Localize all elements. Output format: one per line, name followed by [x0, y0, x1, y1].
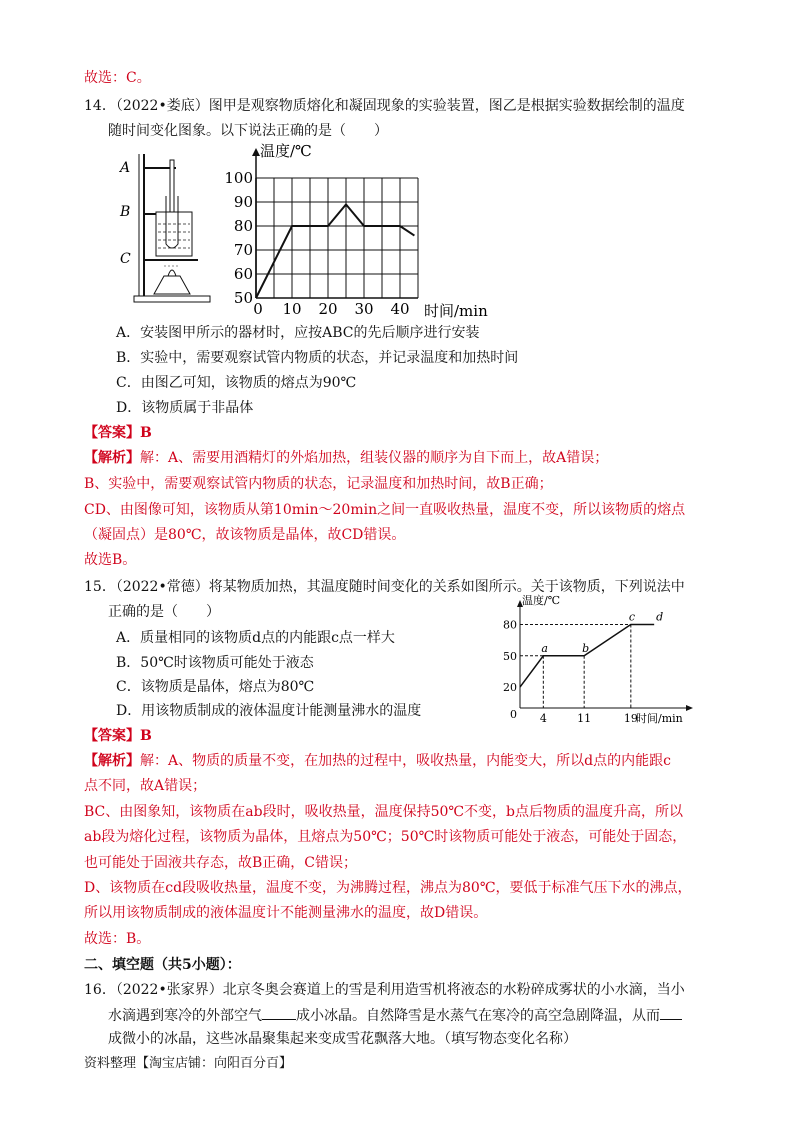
chart2-xlabel: 时间/min	[636, 712, 683, 725]
label-A: A	[120, 160, 131, 176]
chart2-point-label: b	[582, 641, 590, 655]
q14-analysis-line3: CD、由图像可知，该物质从第10min～20min之间一直吸收热量，温度不变，所以该物质的熔点	[84, 502, 686, 518]
chart2-y-tick: 80	[503, 618, 517, 632]
label-C: C	[120, 251, 131, 267]
q15-option-b: B．50℃时该物质可能处于液态	[116, 655, 314, 671]
chart2-x-arrow	[686, 705, 693, 711]
q14-analysis-line1	[84, 448, 608, 468]
q16-blank-2[interactable]	[660, 1005, 682, 1020]
q14-option-a: A．安装图甲所示的器材时，应按ABC的先后顺序进行安装	[116, 325, 480, 341]
chart1-y-tick: 70	[233, 241, 253, 259]
chart1-y-arrow	[252, 148, 260, 156]
chart1-x-tick: 40	[390, 300, 410, 318]
chart2-ylabel: 温度/℃	[522, 594, 561, 607]
q15-option-a: A．质量相同的该物质d点的内能跟c点一样大	[116, 630, 395, 646]
chart1-ylabel: 温度/℃	[260, 142, 312, 160]
q16-line2-part2: 成小冰晶。自然降雪是水蒸气在寒冷的高空急剧降温，从而	[296, 1008, 660, 1024]
q15-analysis-line2: 点不同，故A错误；	[84, 778, 207, 794]
q15-option-d: D．用该物质制成的液体温度计能测量沸水的温度	[116, 703, 422, 719]
section-heading: 二、填空题（共5小题）：	[84, 957, 241, 973]
chart2-x-tick: 4	[539, 712, 547, 725]
chart2-x-tick: 19	[623, 712, 638, 725]
q15-analysis-line3: BC、由图象知，该物质在ab段时，吸收热量，温度保持50℃不变，b点后物质的温度升高，所以	[84, 804, 684, 820]
q15-stem-line1: 15．（2022•常德）将某物质加热，其温度随时间变化的关系如图所示。关于该物质，下列说法中	[84, 579, 685, 595]
chart1-y-tick: 50	[233, 289, 253, 307]
q14-temperature-chart	[224, 140, 498, 322]
chart2-y-tick: 50	[503, 649, 517, 663]
chart1-series-line	[256, 204, 414, 298]
q14-analysis-line4: （凝固点）是80℃，故该物质是晶体，故CD错误。	[84, 527, 406, 543]
chart2-x-tick: 11	[577, 712, 592, 725]
label-B: B	[120, 204, 131, 220]
chart1-y-tick: 90	[233, 193, 253, 211]
chart1-x-tick: 0	[253, 300, 263, 318]
chart2-point-label: c	[628, 610, 636, 624]
chart1-x-tick: 20	[318, 300, 338, 318]
q15-analysis-line6: D、该物质在cd段吸收热量，温度不变，为沸腾过程，沸点为80℃，要低于标准气压下水的沸点，	[84, 880, 692, 896]
q16-line2	[108, 1005, 682, 1026]
chart2-y-tick: 20	[503, 681, 517, 695]
q13-conclusion: 故选：C。	[84, 70, 151, 86]
apparatus-figure	[112, 148, 216, 314]
q14-analysis-line2: B、实验中，需要观察试管内物质的状态，记录温度和加热时间，故B正确；	[84, 476, 553, 492]
q15-option-c: C．该物质是晶体，熔点为80℃	[116, 679, 315, 695]
q14-analysis-label: 【解析】	[84, 450, 140, 466]
chart2-point-label: d	[656, 610, 664, 624]
q14-conclusion: 故选B。	[84, 552, 137, 568]
q15-temperature-chart	[500, 592, 700, 732]
q15-stem-line2: 正确的是（ ）	[108, 604, 220, 620]
chart1-xlabel: 时间/min	[424, 302, 488, 320]
q16-line2-part1: 水滴遇到寒冷的外部空气	[108, 1008, 262, 1024]
q16-blank-1[interactable]	[262, 1005, 296, 1020]
chart1-x-tick: 10	[282, 300, 302, 318]
q15-conclusion: 故选：B。	[84, 931, 151, 947]
chart2-origin: 0	[510, 708, 517, 721]
chart1-y-tick: 100	[224, 169, 253, 187]
q15-analysis-line5: 也可能处于固液共存态，故B正确，C错误；	[84, 855, 357, 871]
q14-option-d: D．该物质属于非晶体	[116, 400, 254, 416]
q14-stem-line1: 14．（2022•娄底）图甲是观察物质熔化和凝固现象的实验装置，图乙是根据实验数据绘制的温度	[84, 98, 685, 114]
q15-analysis-line7: 所以用该物质制成的液体温度计不能测量沸水的温度，故D错误。	[84, 905, 488, 921]
q15-analysis-line4: ab段为熔化过程，该物质为晶体，且熔点为50℃；50℃时该物质可能处于液态，可能处于固态，	[84, 829, 687, 845]
q16-line1: 16．（2022•张家界）北京冬奥会赛道上的雪是利用造雪机将液态的水粉碎成雾状的小水滴，当小	[84, 982, 685, 998]
q15-analysis-line1	[84, 751, 671, 771]
chart1-y-tick: 60	[233, 265, 253, 283]
q15-answer: 【答案】B	[84, 728, 152, 744]
footer: 资料整理【淘宝店铺：向阳百分百】	[84, 1056, 293, 1071]
q15-analysis-label: 【解析】	[84, 753, 140, 769]
chart1-y-tick: 80	[233, 217, 253, 235]
q14-answer: 【答案】B	[84, 425, 152, 441]
q14-option-c: C．由图乙可知，该物质的熔点为90℃	[116, 375, 357, 391]
chart2-point-label: a	[541, 641, 548, 655]
q14-option-b: B．实验中，需要观察试管内物质的状态，并记录温度和加热时间	[116, 350, 519, 366]
q14-analysis-text1: 解：A、需要用酒精灯的外焰加热，组装仪器的顺序为自下而上，故A错误；	[140, 450, 609, 466]
q15-analysis-text1: 解：A、物质的质量不变，在加热的过程中，吸收热量，内能变大，所以d点的内能跟c	[140, 753, 671, 769]
chart1-x-tick: 30	[354, 300, 374, 318]
q16-line3: 成微小的冰晶，这些冰晶聚集起来变成雪花飘落大地。（填写物态变化名称）	[108, 1031, 577, 1047]
q14-stem-line2: 随时间变化图象。以下说法正确的是（ ）	[108, 123, 388, 139]
